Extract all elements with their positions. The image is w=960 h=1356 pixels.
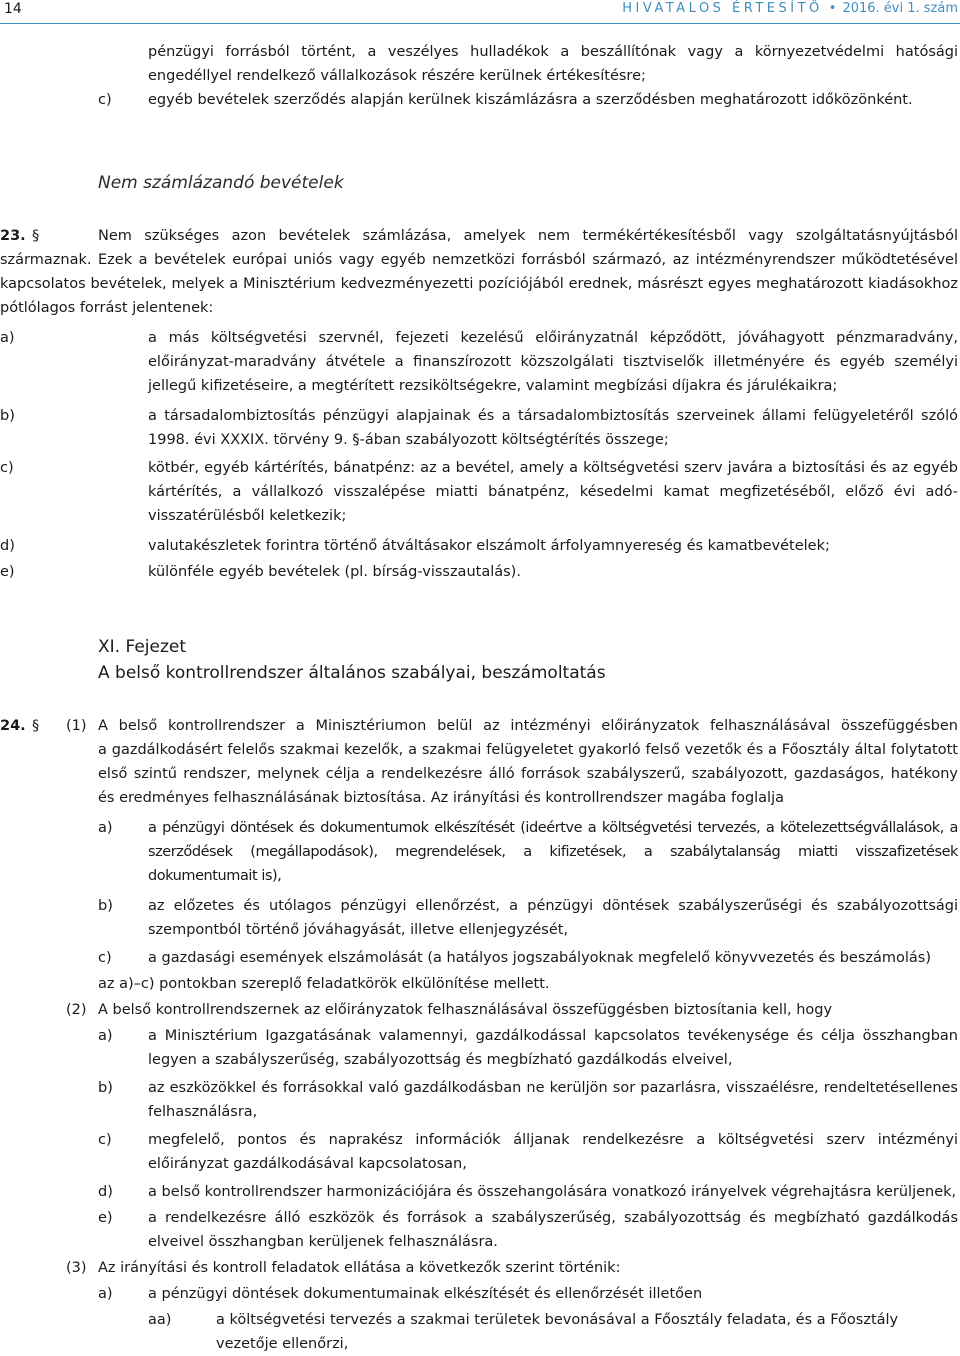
s24-para-2-label: (2) — [66, 1002, 87, 1018]
s24-p2-item-e-label: e) — [98, 1210, 113, 1226]
s24-para-1-closing: az a)–c) pontokban szereplő feladatkörök elkülönítése mellett. — [98, 976, 550, 992]
section-23-body: származnak. Ezek a bevételek európai uniós vagy egyéb nemzetközi forrásból származó, az intézményrendszer működtetésével kapcsolatos bevételek, melyek a Minisztérium kedvezményezetti pozíciójából erednek, másrészt egyes meghatározott kiadásokhoz pótlólagos forrást jelentenek: — [0, 252, 958, 316]
page-number: 14 — [4, 1, 22, 17]
s24-p1-item-b-label: b) — [98, 898, 113, 914]
intro-item-label: c) — [98, 92, 112, 108]
s24-p1-item-a-label: a) — [98, 820, 113, 836]
s24-p2-item-e-text: a rendelkezésre álló eszközök és források a szabályszerűség, szabályozottság és megbízható gazdálkodás elveivel összhangban kerüljenek felhasználásra. — [148, 1210, 958, 1250]
s24-para-1-body: a gazdálkodásért felelős szakmai kezelők, a szakmai felügyeletet gyakorló felső vezetők és a Főosztály által folytatott első szintű rendszer, melynek célja a rendelkezésre álló források szabályszerű, szabályozott, gazdaságos, hatékony és eredményes felhasználásának biztosítása. Az irányítási és kontrollrendszer magába foglalja — [98, 742, 958, 806]
s24-p2-item-b-text: az eszközökkel és forrásokkal való gazdálkodásban ne kerüljön sor pazarlásra, visszaélésre, rendeltetésellenes felhasználásra, — [148, 1080, 958, 1120]
s23-item-a-label: a) — [0, 330, 15, 346]
s24-para-1-label: (1) — [66, 718, 87, 734]
s24-p3-subitem-aa-text: a költségvetési tervezés a szakmai területek bevonásával a Főosztály feladata, és a Főosztály vezetője ellenőrzi, — [216, 1312, 899, 1352]
s23-item-a-text: a más költségvetési szervnél, fejezeti kezelésű előirányzatnál képződött, jóváhagyott pénzmaradvány, előirányzat-maradvány átvétele a finanszírozott közszolgálati tisztviselők illetményére és egyéb személyi jellegű kifizetéseire, a megtérített rezsiköltségekre, valamint megbízási díjakra és járulékaikra; — [148, 330, 958, 394]
chapter-number: XI. Fejezet — [98, 637, 187, 657]
s23-item-c-text: kötbér, egyéb kártérítés, bánatpénz: az a bevétel, amely a költségvetési szerv javára a biztosítási és az egyéb kártérítés, a vállalkozó visszalépése miatti bánatpénz, késedelmi kamat megfizetéséből, előző évi adó-visszatérülésből keletkezik; — [148, 460, 958, 524]
header-bullet: • — [828, 1, 837, 16]
s24-p2-item-c-text: megfelelő, pontos és naprakész információk álljanak rendelkezésre a költségvetési szerv intézményi előirányzat gazdálkodásával kapcsolatosan, — [148, 1132, 958, 1172]
s23-item-e-label: e) — [0, 564, 15, 580]
s24-p2-item-a-text: a Minisztérium Igazgatásának valamennyi, gazdálkodással kapcsolatos tevékenysége és célja összhangban legyen a szabályszerűség, szabályozottság és megbízható gazdálkodás elveivel, — [148, 1028, 958, 1068]
s24-p3-subitem-aa-label: aa) — [148, 1312, 172, 1328]
s24-p2-item-b-label: b) — [98, 1080, 113, 1096]
s24-p1-item-b-text: az előzetes és utólagos pénzügyi ellenőrzést, a pénzügyi döntések szabályszerűségi és szabályozottsági szempontból történő jóváhagyását, illetve ellenjegyzését, — [148, 898, 958, 938]
s24-p2-item-d-text: a belső kontrollrendszer harmonizációjára és összehangolására vonatkozó irányelvek végrehajtásra kerüljenek, — [148, 1184, 957, 1200]
header-rule — [0, 23, 960, 24]
publication-title: HIVATALOS ÉRTESÍTŐ — [622, 1, 823, 16]
s23-item-b-label: b) — [0, 408, 15, 424]
chapter-title: A belső kontrollrendszer általános szabályai, beszámoltatás — [98, 663, 606, 683]
section-sign: § — [32, 718, 40, 734]
s24-p2-item-a-label: a) — [98, 1028, 113, 1044]
s24-para-3-label: (3) — [66, 1260, 87, 1276]
intro-line-1: pénzügyi forrásból történt, a veszélyes hulladékok a beszállítónak vagy a környezetvédelmi hatósági — [148, 44, 958, 60]
s24-p1-item-c-text: a gazdasági események elszámolását (a hatályos jogszabályoknak megfelelő könyvvezetés és beszámolás) — [148, 950, 932, 966]
issue-label: 2016. évi 1. szám — [842, 1, 958, 16]
s24-para-1-line-1: A belső kontrollrendszer a Minisztériumon belül az intézményi előirányzatok felhasználásával összefüggésben — [98, 718, 958, 734]
s24-p1-item-a-text: a pénzügyi döntések és dokumentumok elkészítését (ideértve a költségvetési tervezés, a kötelezettségvállalások, a szerződések (megállapodások), megrendelések, a kifizetések, a szabálytalanság miatti visszafizetések dokumentumait is), — [148, 820, 958, 884]
section-sign: § — [32, 228, 40, 244]
s24-p1-item-c-label: c) — [98, 950, 112, 966]
s23-item-c-label: c) — [0, 460, 14, 476]
s24-p2-item-c-label: c) — [98, 1132, 112, 1148]
s24-p3-item-a-text: a pénzügyi döntések dokumentumainak elkészítését és ellenőrzését illetően — [148, 1286, 703, 1302]
s23-item-d-label: d) — [0, 538, 15, 554]
section-23-number: 23. — [0, 228, 26, 244]
s24-p3-item-a-label: a) — [98, 1286, 113, 1302]
section-heading: Nem számlázandó bevételek — [98, 173, 344, 193]
s23-item-e-text: különféle egyéb bevételek (pl. bírság-visszautalás). — [148, 564, 521, 580]
s23-item-d-text: valutakészletek forintra történő átváltásakor elszámolt árfolyamnyereség és kamatbevételek; — [148, 538, 830, 554]
section-24-number: 24. — [0, 718, 26, 734]
s24-para-2-line-1: A belső kontrollrendszernek az előirányzatok felhasználásával összefüggésben biztosítania kell, hogy — [98, 1002, 833, 1018]
s23-item-b-text: a társadalombiztosítás pénzügyi alapjainak és a társadalombiztosítás szerveinek állami felügyeletéről szóló 1998. évi XXXIX. törvény 9. §-ában szabályozott költségtérítés összege; — [148, 408, 958, 448]
s24-para-3-line-1: Az irányítási és kontroll feladatok ellátása a következők szerint történik: — [98, 1260, 621, 1276]
running-header — [622, 0, 958, 18]
intro-line-2: engedéllyel rendelkező vállalkozások részére kerülnek értékesítésre; — [148, 68, 646, 84]
section-23-line-1: Nem szükséges azon bevételek számlázása, amelyek nem termékértékesítésből vagy szolgáltatásnyújtásból — [98, 228, 958, 244]
s24-p2-item-d-label: d) — [98, 1184, 113, 1200]
intro-item-text: egyéb bevételek szerződés alapján kerülnek kiszámlázásra a szerződésben meghatározott időközönként. — [148, 92, 913, 108]
